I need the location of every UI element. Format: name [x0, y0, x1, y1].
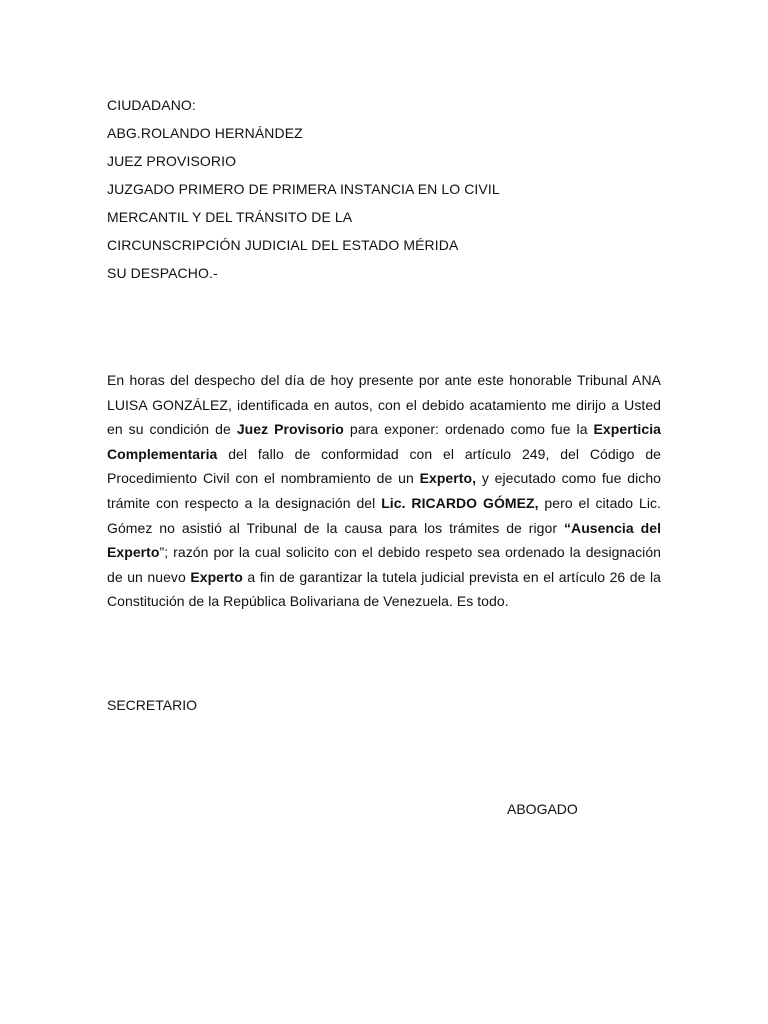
signature-secretario: SECRETARIO: [107, 697, 197, 713]
body-text-segment: para exponer: ordenado como fue la: [343, 421, 594, 438]
addressee-line: SU DESPACHO.-: [107, 265, 218, 281]
body-bold-segment: Juez Provisorio: [236, 421, 344, 438]
body-text-segment: y ejecutado como fue dicho trámite con respecto a la designación del: [107, 470, 661, 511]
addressee-line: ABG.ROLANDO HERNÁNDEZ: [107, 125, 303, 141]
addressee-block: [107, 91, 667, 287]
body-bold-segment: Experto,: [419, 470, 477, 487]
body-bold-segment: “Ausencia del Experto: [107, 519, 662, 561]
body-text-segment: del fallo de conformidad con el artículo 249, del Código de Procedimiento Civil con el nombramiento de un: [107, 445, 661, 487]
addressee-line: JUEZ PROVISORIO: [107, 153, 237, 169]
body-text-segment: En horas del despecho del día de hoy presente por ante este honorable Tribunal ANA LUISA GONZÁLEZ, identificada en autos, con el debido acatamiento me dirijo a Usted en su condición de: [107, 372, 661, 438]
body-bold-segment: Experticia Complementaria: [107, 421, 661, 462]
body-bold-segment: Lic. RICARDO GÓMEZ,: [381, 494, 539, 511]
addressee-line: MERCANTIL Y DEL TRÁNSITO DE LA: [107, 209, 353, 225]
body-bold-segment: Experto: [190, 568, 243, 585]
signature-abogado: ABOGADO: [507, 801, 578, 817]
body-text-segment: pero el citado Lic. Gómez no asistió al Tribunal de la causa para los trámites de rigor: [107, 494, 661, 536]
body-text-segment: a fin de garantizar la tutela judicial prevista en el artículo 26 de la Constitución de la República Bolivariana de Venezuela. Es todo.: [107, 568, 661, 610]
body-text-segment: ”; razón por la cual solicito con el debido respeto sea ordenado la designación de un nuevo: [107, 544, 661, 585]
addressee-line: JUZGADO PRIMERO DE PRIMERA INSTANCIA EN LO CIVIL: [107, 181, 500, 197]
addressee-line: CIRCUNSCRIPCIÓN JUDICIAL DEL ESTADO MÉRIDA: [107, 237, 459, 253]
body-paragraph: [107, 368, 661, 614]
addressee-line: CIUDADANO:: [107, 97, 196, 113]
